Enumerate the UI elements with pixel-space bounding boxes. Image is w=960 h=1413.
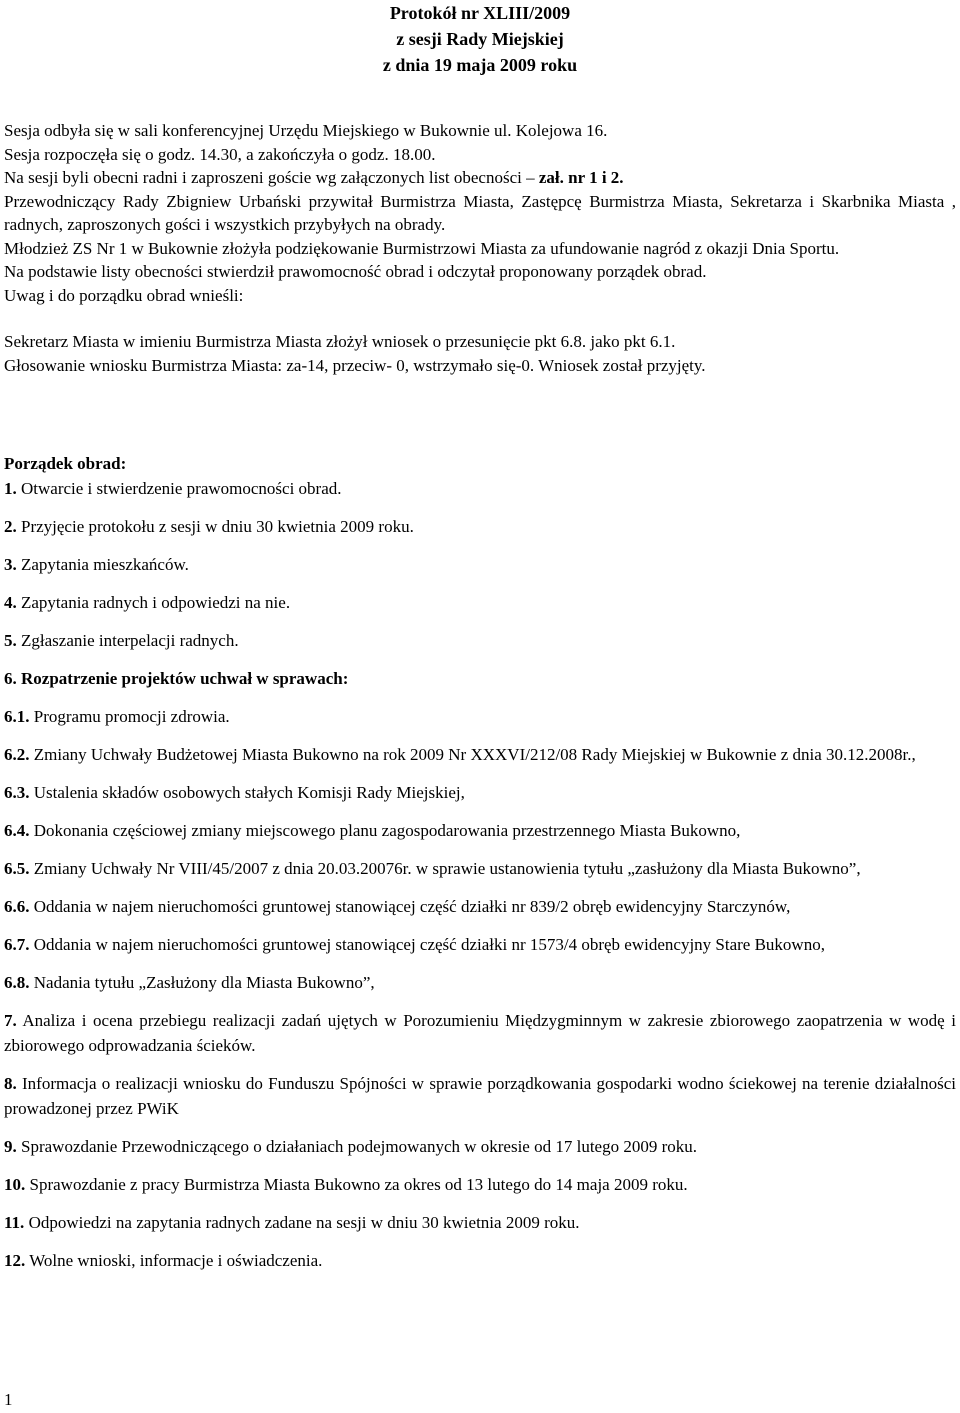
agenda-item-text: Odpowiedzi na zapytania radnych zadane na sesji w dniu 30 kwietnia 2009 roku. xyxy=(24,1212,580,1232)
agenda-item xyxy=(4,704,956,729)
document-title xyxy=(4,0,956,78)
agenda-item-number: 4. xyxy=(4,592,17,612)
agenda-item xyxy=(4,1008,956,1058)
agenda-item xyxy=(4,970,956,995)
agenda-item xyxy=(4,932,956,957)
agenda-item-text: Otwarcie i stwierdzenie prawomocności obrad. xyxy=(16,478,342,498)
agenda-item-text: Przyjęcie protokołu z sesji w dniu 30 kwietnia 2009 roku. xyxy=(16,516,414,536)
intro-time: Sesja rozpoczęła się o godz. 14.30, a zakończyła o godz. 18.00. xyxy=(4,144,436,164)
agenda-item xyxy=(4,552,956,577)
agenda-item xyxy=(4,590,956,615)
agenda-item-number: 6.3. xyxy=(4,782,30,802)
agenda-item-number: 12. xyxy=(4,1250,26,1270)
agenda-item-number: 2. xyxy=(4,516,17,536)
intro-section xyxy=(4,119,956,377)
agenda-item xyxy=(4,1172,956,1197)
agenda-item-number: 9. xyxy=(4,1136,17,1156)
agenda-item-number: 5. xyxy=(4,630,17,650)
agenda-item-number: 11. xyxy=(4,1212,25,1232)
agenda-item-text: Oddania w najem nieruchomości gruntowej stanowiącej część działki nr 1573/4 obręb ewidencyjny Stare Bukowno, xyxy=(29,934,825,954)
agenda-item-text: Oddania w najem nieruchomości gruntowej stanowiącej część działki nr 839/2 obręb ewidencyjny Starczynów, xyxy=(29,896,791,916)
agenda-item-text: Analiza i ocena przebiegu realizacji zadań ujętych w Porozumieniu Międzygminnym w zakresie zbiorowego zaopatrzenia w wodę i zbiorowego odprowadzania ścieków. xyxy=(4,1010,956,1055)
agenda-heading: Porządek obrad: xyxy=(4,454,127,473)
agenda-item-text: Informacja o realizacji wniosku do Funduszu Spójności w sprawie porządkowania gospodarki wodno ściekowej na terenie działalności prowadzonej przez PWiK xyxy=(4,1073,956,1118)
intro-motion: Sekretarz Miasta w imieniu Burmistrza Miasta złożył wniosek o przesunięcie pkt 6.8. jako pkt 6.1. xyxy=(4,332,676,351)
agenda-item xyxy=(4,666,956,691)
agenda-item-number: 6.5. xyxy=(4,858,30,878)
title-line-2: z sesji Rady Miejskiej xyxy=(396,29,564,49)
title-line-1: Protokół nr XLIII/2009 xyxy=(389,3,571,23)
agenda-item-text: Wolne wnioski, informacje i oświadczenia. xyxy=(25,1250,323,1270)
agenda-item-number: 6.4. xyxy=(4,820,30,840)
agenda-section xyxy=(4,452,956,1273)
intro-youth: Młodzież ZS Nr 1 w Bukownie złożyła podziękowanie Burmistrzowi Miasta za ufundowanie nagród z okazji Dnia Sportu. xyxy=(4,238,840,258)
intro-vote: Głosowanie wniosku Burmistrza Miasta: za-14, przeciw- 0, wstrzymało się-0. Wniosek został przyjęty. xyxy=(4,355,706,375)
agenda-item-number: 6. xyxy=(4,668,17,688)
agenda-item-text: Sprawozdanie z pracy Burmistrza Miasta Bukowno za okres od 13 lutego do 14 maja 2009 roku. xyxy=(25,1174,688,1194)
agenda-item xyxy=(4,476,956,501)
agenda-item xyxy=(4,1071,956,1121)
agenda-item-text: Dokonania częściowej zmiany miejscowego planu zagospodarowania przestrzennego Miasta Bukowno, xyxy=(29,820,741,840)
agenda-item-text: Zmiany Uchwały Nr VIII/45/2007 z dnia 20.03.20076r. w sprawie ustanowienia tytułu „zasłużony dla Miasta Bukowno”, xyxy=(29,858,861,878)
agenda-item-text: Zapytania radnych i odpowiedzi na nie. xyxy=(16,592,291,612)
document-page xyxy=(4,0,956,1270)
intro-location: Sesja odbyła się w sali konferencyjnej Urzędu Miejskiego w Bukownie ul. Kolejowa 16. xyxy=(4,121,608,140)
agenda-item-text: Nadania tytułu „Zasłużony dla Miasta Bukowno”, xyxy=(29,972,375,992)
agenda-item-text: Zgłaszanie interpelacji radnych. xyxy=(16,630,239,650)
attendance-text: Na sesji byli obecni radni i zaproszeni goście wg załączonych list obecności – xyxy=(4,168,539,187)
agenda-item-number: 3. xyxy=(4,554,17,574)
agenda-item-number: 6.6. xyxy=(4,896,30,916)
agenda-item-number: 6.7. xyxy=(4,934,30,954)
agenda-item-number: 7. xyxy=(4,1010,17,1030)
title-line-3: z dnia 19 maja 2009 roku xyxy=(382,55,578,75)
agenda-item xyxy=(4,780,956,805)
agenda-item-text: Ustalenia składów osobowych stałych Komisji Rady Miejskiej, xyxy=(29,782,465,802)
agenda-item xyxy=(4,856,956,881)
page-number: 1 xyxy=(4,1390,13,1409)
intro-welcome: Przewodniczący Rady Zbigniew Urbański przywitał Burmistrza Miasta, Zastępcę Burmistrza Miasta, Sekretarza i Skarbnika Miasta , radnych, zaproszonych gości i wszystkich przybyłych na obrady. xyxy=(4,191,956,234)
attachment-ref: zał. nr 1 i 2. xyxy=(538,168,624,187)
agenda-item-number: 1. xyxy=(4,478,17,498)
agenda-item xyxy=(4,894,956,919)
intro-remarks: Uwag i do porządku obrad wnieśli: xyxy=(4,285,244,305)
agenda-item xyxy=(4,1134,956,1159)
agenda-item-number: 6.1. xyxy=(4,706,30,726)
agenda-item xyxy=(4,514,956,539)
agenda-list xyxy=(4,476,956,1273)
intro-quorum: Na podstawie listy obecności stwierdził prawomocność obrad i odczytał proponowany porządek obrad. xyxy=(4,262,707,281)
agenda-item-text: Programu promocji zdrowia. xyxy=(29,706,230,726)
agenda-item xyxy=(4,1248,956,1273)
agenda-item-number: 6.8. xyxy=(4,972,30,992)
agenda-item-number: 10. xyxy=(4,1174,26,1194)
agenda-item-text: Zmiany Uchwały Budżetowej Miasta Bukowno na rok 2009 Nr XXXVI/212/08 Rady Miejskiej w Bukownie z dnia 30.12.2008r., xyxy=(29,744,916,764)
agenda-item-text: Sprawozdanie Przewodniczącego o działaniach podejmowanych w okresie od 17 lutego 2009 roku. xyxy=(16,1136,698,1156)
agenda-item xyxy=(4,818,956,843)
agenda-item xyxy=(4,742,956,767)
agenda-item-text: Rozpatrzenie projektów uchwał w sprawach: xyxy=(16,668,349,688)
intro-attendance xyxy=(4,166,956,190)
agenda-item-number: 6.2. xyxy=(4,744,30,764)
agenda-item-text: Zapytania mieszkańców. xyxy=(16,554,189,574)
agenda-item-number: 8. xyxy=(4,1073,17,1093)
agenda-item xyxy=(4,628,956,653)
agenda-item xyxy=(4,1210,956,1235)
